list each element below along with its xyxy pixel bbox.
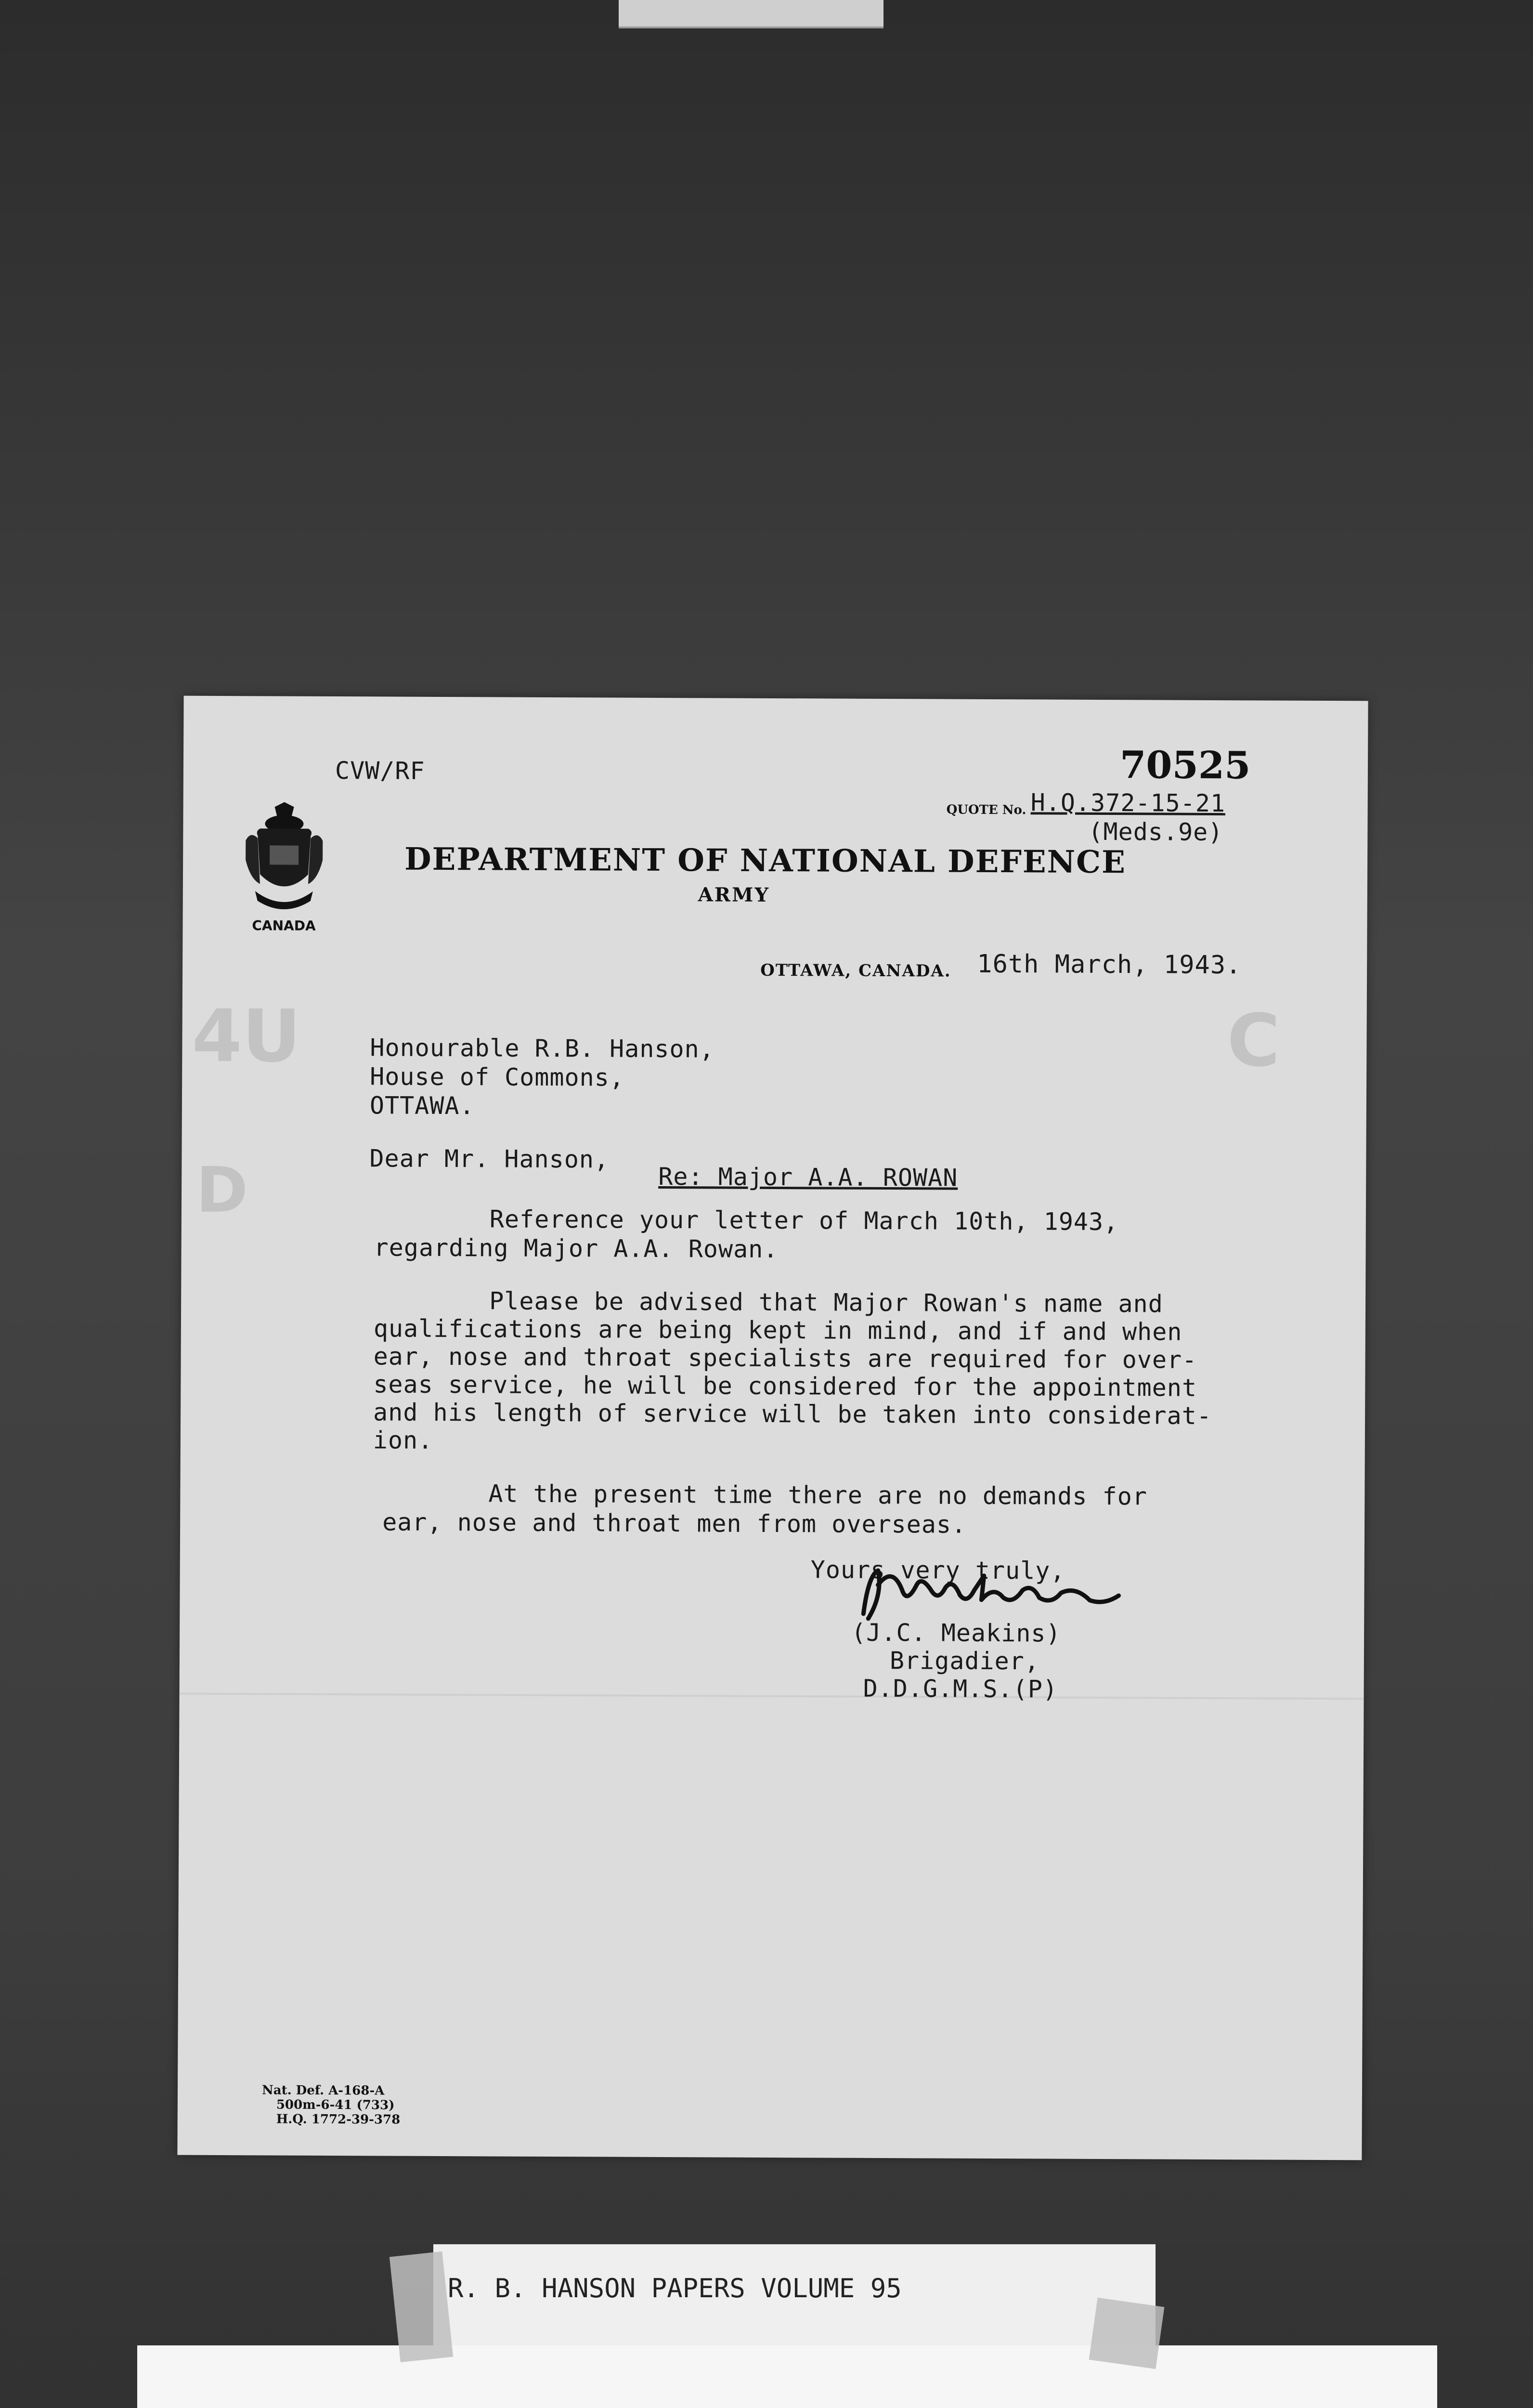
tape-piece xyxy=(390,2251,453,2362)
signer-line: (J.C. Meakins) xyxy=(851,1618,1061,1648)
quote-number: H.Q.372-15-21 xyxy=(1030,788,1226,818)
paragraph-line: Reference your letter of March 10th, 1943, xyxy=(489,1205,1119,1236)
tape-piece xyxy=(1089,2298,1165,2369)
letter-sheet xyxy=(177,696,1368,2160)
paragraph-line: At the present time there are no demands for xyxy=(488,1479,1148,1511)
form-number-line: 500m-6-41 (733) xyxy=(276,2097,395,2113)
addressee-line: House of Commons, xyxy=(370,1062,625,1092)
paragraph-line: ear, nose and throat men from overseas. xyxy=(382,1508,967,1539)
show-through-mark: D xyxy=(195,1153,248,1227)
letter-date: 16th March, 1943. xyxy=(977,949,1242,980)
crest-label: CANADA xyxy=(252,917,316,934)
signer-line: D.D.G.M.S.(P) xyxy=(863,1674,1058,1703)
paragraph-line: ear, nose and throat specialists are required for over- xyxy=(373,1342,1197,1374)
show-through-mark: C xyxy=(1227,999,1280,1083)
addressee-line: OTTAWA. xyxy=(369,1091,475,1120)
paragraph-line: seas service, he will be considered for the appointment xyxy=(373,1370,1197,1402)
paragraph-line: qualifications are being kept in mind, and if and when xyxy=(373,1314,1182,1346)
film-tab xyxy=(619,0,883,28)
volume-label-text: R. B. HANSON PAPERS VOLUME 95 xyxy=(448,2273,902,2303)
salutation: Dear Mr. Hanson, xyxy=(369,1144,610,1174)
place-label: OTTAWA, CANADA. xyxy=(760,960,951,981)
closing: Yours very truly, xyxy=(810,1556,1065,1585)
addressee-line: Honourable R.B. Hanson, xyxy=(370,1034,715,1063)
signer-line: Brigadier, xyxy=(889,1647,1040,1675)
show-through-mark: 4U xyxy=(192,994,301,1079)
paragraph-line: ion. xyxy=(373,1426,433,1454)
reference-initials: CVW/RF xyxy=(335,757,425,785)
department-heading: DEPARTMENT OF NATIONAL DEFENCE xyxy=(404,841,1127,881)
form-number-line: Nat. Def. A-168-A xyxy=(261,2083,385,2098)
archive-card xyxy=(137,2345,1437,2408)
quote-sub: (Meds.9e) xyxy=(1088,817,1223,847)
paragraph-line: regarding Major A.A. Rowan. xyxy=(374,1233,779,1264)
quote-label: QUOTE No. xyxy=(946,802,1026,818)
form-number-line: H.Q. 1772-39-378 xyxy=(276,2112,401,2127)
form-number xyxy=(262,2083,401,2127)
volume-label-tag xyxy=(433,2244,1156,2348)
branch-heading: ARMY xyxy=(698,883,770,906)
subject-line: Re: Major A.A. ROWAN xyxy=(658,1162,958,1192)
paragraph-line: Please be advised that Major Rowan's name and xyxy=(489,1287,1163,1318)
file-number: 70525 xyxy=(1119,743,1251,788)
fold-line xyxy=(180,1693,1364,1700)
paragraph-line: and his length of service will be taken into considerat- xyxy=(373,1398,1212,1430)
coat-of-arms-icon xyxy=(241,802,328,913)
